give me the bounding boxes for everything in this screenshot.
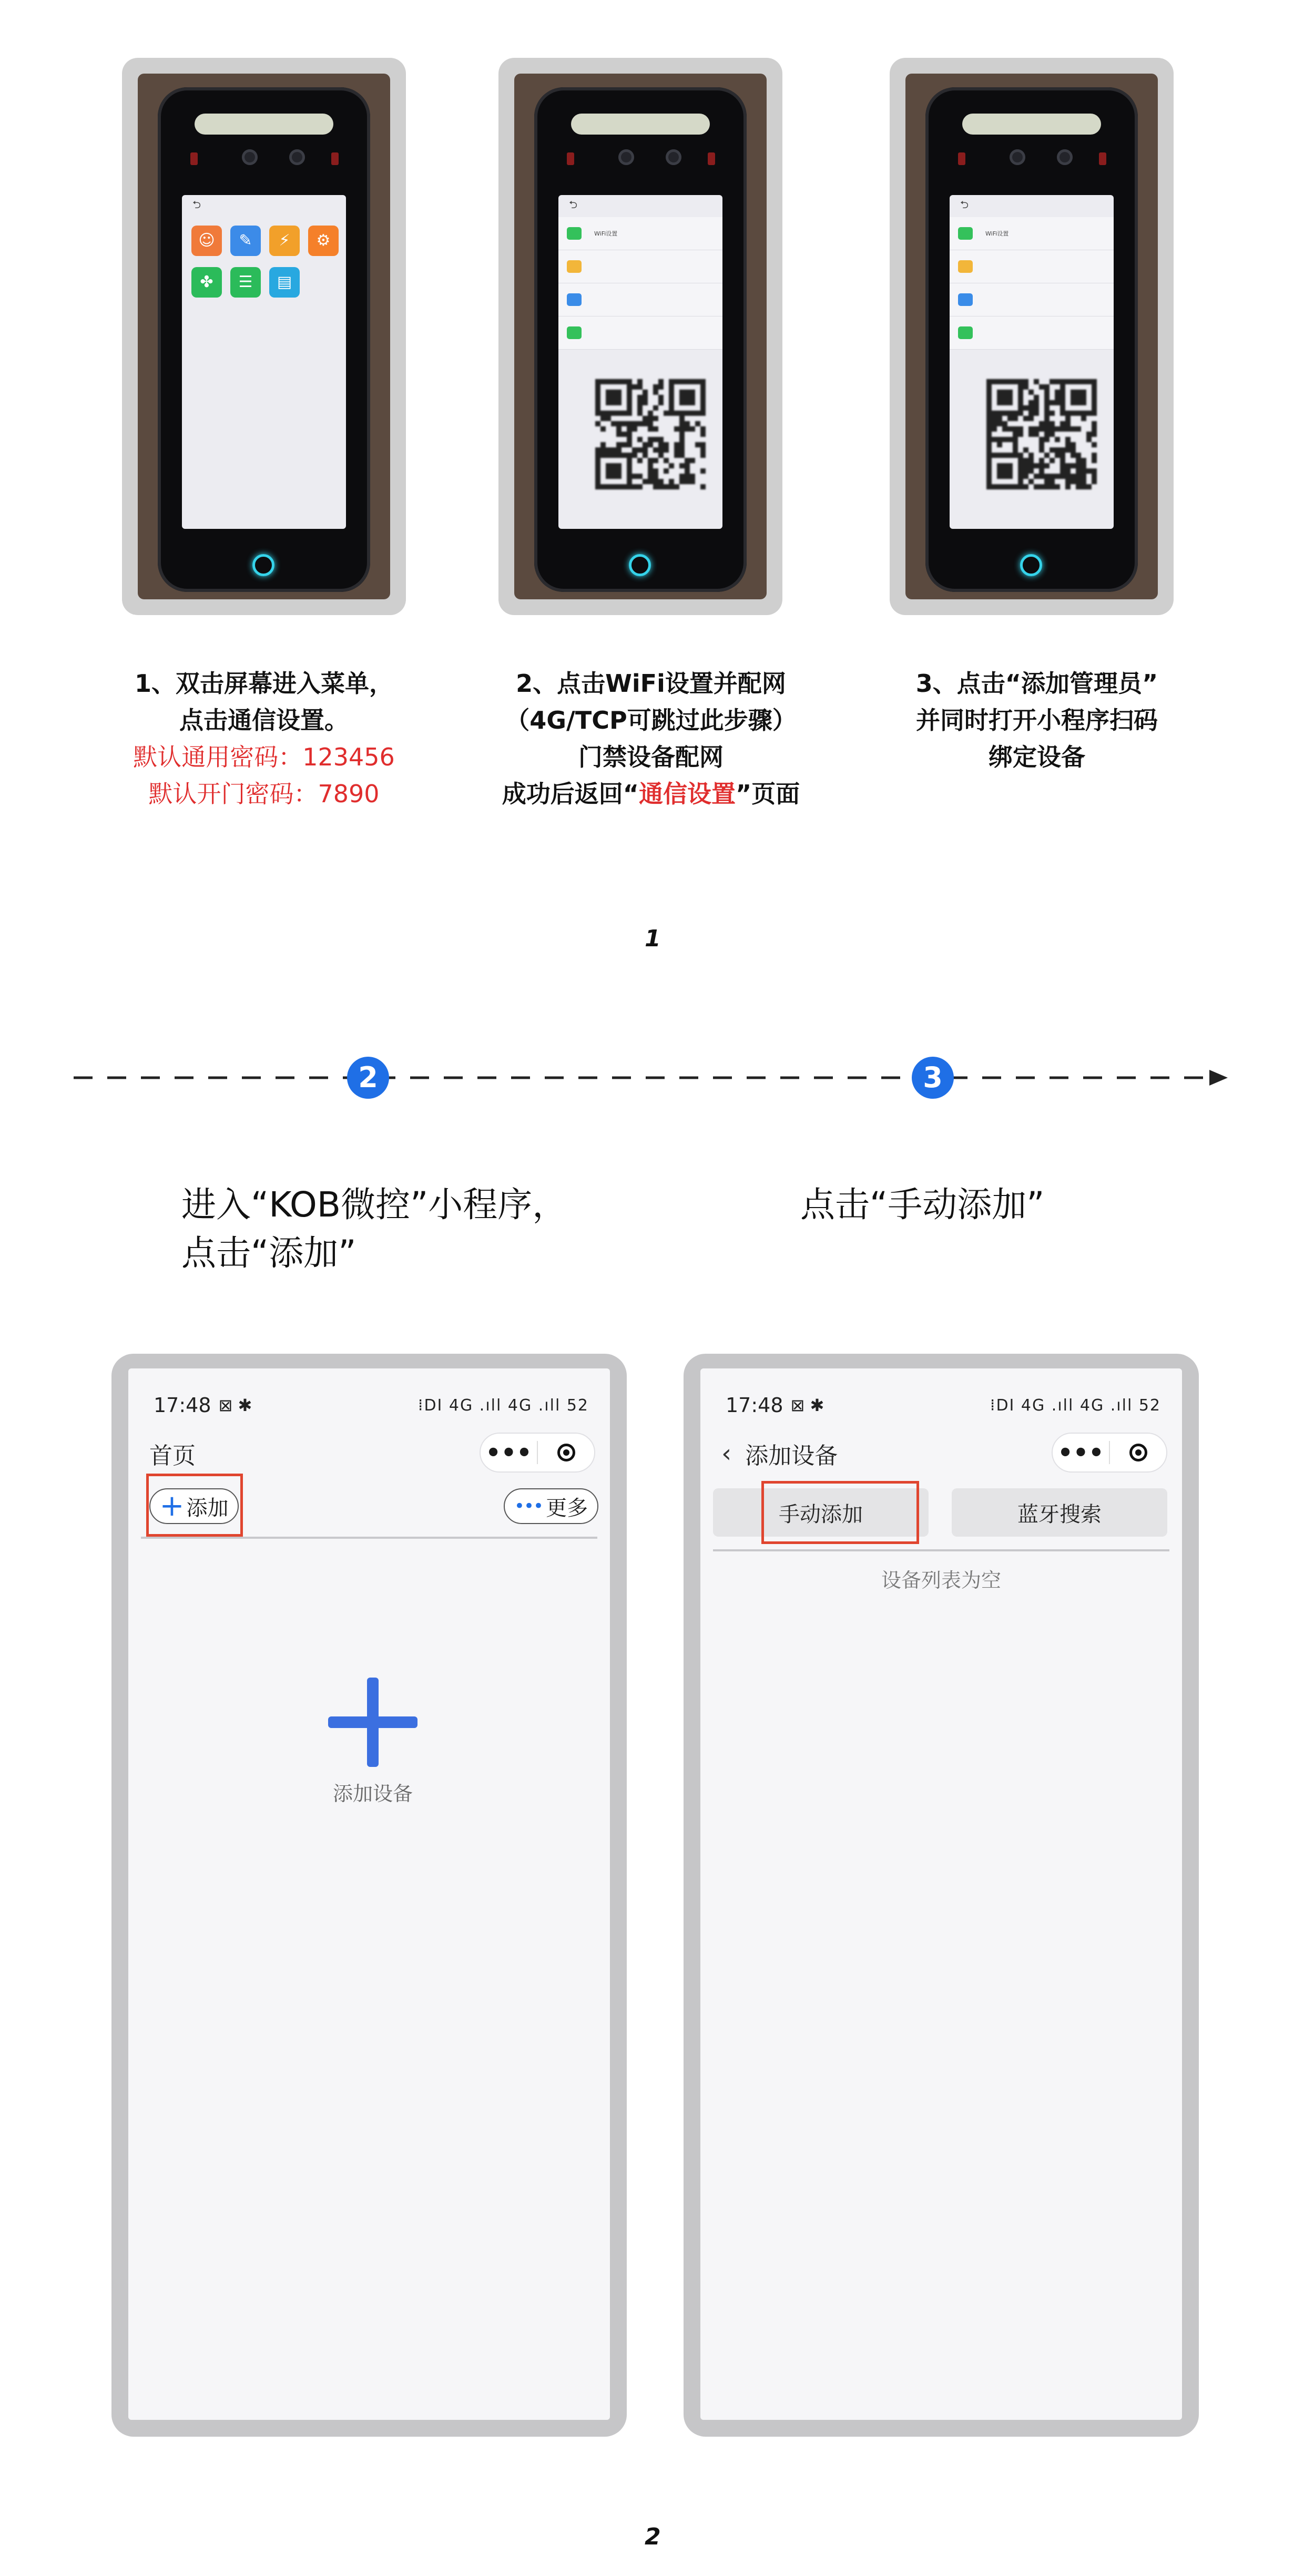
miniprogram-capsule[interactable]: [480, 1433, 595, 1473]
status-icons: ⊠ ✱: [218, 1395, 252, 1415]
device-setting-row[interactable]: [950, 316, 1114, 350]
divider: [713, 1549, 1169, 1551]
device-app-2[interactable]: [269, 226, 300, 259]
dots-icon: •••: [514, 1496, 543, 1517]
device-app-4[interactable]: [191, 267, 222, 300]
usb-icon: ⚡: [269, 226, 300, 256]
home-button-icon: [629, 554, 651, 576]
sliders-icon: ☰: [230, 267, 261, 298]
instruction-left: 进入“KOB微控”小程序， 点击“添加”: [181, 1184, 567, 1273]
puzzle-icon: ✤: [191, 267, 222, 298]
tab-manual-add[interactable]: 手动添加: [713, 1488, 929, 1537]
step-badge-2: 2: [347, 1057, 389, 1099]
step-badge-3: 3: [912, 1057, 954, 1099]
add-device-label[interactable]: 添加设备: [332, 1782, 413, 1805]
status-bar: 17:48 ⊠ ✱ ⁞DI 4G .ıll 4G .ıll 52: [154, 1394, 589, 1417]
add-button[interactable]: + 添加: [149, 1488, 239, 1524]
device-menu-screen: [182, 195, 346, 529]
access-control-device: [534, 87, 747, 592]
phone-screenshot-home: [111, 1354, 627, 2437]
highlight-box: [761, 1481, 919, 1544]
device-setting-row[interactable]: [558, 283, 722, 316]
step2-caption: 2、点击WiFi设置并配网 （4G/TCP可跳过此步骤） 门禁设备配网 成功后返回“通信设置”页面: [502, 669, 800, 808]
bind-icon: [567, 326, 582, 339]
highlight-box: [146, 1474, 243, 1537]
phone-screenshot-add-device: [684, 1354, 1199, 2437]
page-number: 2: [645, 2523, 661, 2550]
device-comm-settings-screen: [950, 195, 1114, 529]
instruction-right: 点击“手动添加”: [800, 1184, 1045, 1225]
device-setting-row[interactable]: [950, 250, 1114, 283]
step1-device-photo: [122, 58, 406, 615]
step2-device-photo: [498, 58, 782, 615]
status-bar: 17:48 ⊠ ✱ ⁞DI 4G .ıll 4G .ıll 52: [726, 1394, 1161, 1417]
gear-icon: ⚙: [308, 226, 339, 256]
page-title: 首页: [149, 1443, 196, 1469]
access-control-device: [925, 87, 1138, 592]
network-icon: [958, 293, 973, 306]
device-setting-row[interactable]: [558, 250, 722, 283]
step3-caption: 3、点击“添加管理员” 并同时打开小程序扫码 绑定设备: [915, 669, 1158, 771]
wifi-icon: [567, 227, 582, 240]
bind-icon: [958, 326, 973, 339]
home-button-icon: [1020, 554, 1042, 576]
tab-bluetooth-search[interactable]: 蓝牙搜索: [952, 1488, 1167, 1537]
device-app-3[interactable]: [308, 226, 339, 259]
add-device-plus-icon[interactable]: [328, 1678, 417, 1767]
device-setting-row[interactable]: [558, 316, 722, 350]
network-icon: [567, 293, 582, 306]
qr-code-icon: [595, 379, 706, 489]
device-setting-label: WiFi设置: [985, 230, 1009, 237]
message-icon: ▤: [269, 267, 300, 298]
device-app-1[interactable]: [230, 226, 261, 259]
step3-device-photo: [890, 58, 1174, 615]
page-number: 1: [645, 925, 661, 952]
status-icons: ⊠ ✱: [790, 1395, 824, 1415]
empty-list-text: 设备列表为空: [881, 1569, 1001, 1592]
plus-icon: +: [159, 1489, 185, 1523]
page-title: 添加设备: [745, 1443, 838, 1469]
miniprogram-capsule[interactable]: [1052, 1433, 1167, 1473]
timeline-arrow: [74, 1057, 1230, 1099]
step1-caption: 1、双击屏幕进入菜单， 点击通信设置。 默认通用密码：123456 默认开门密码：7890: [133, 669, 395, 808]
more-options-icon[interactable]: •••: [485, 1438, 532, 1467]
close-miniprogram-icon[interactable]: [538, 1444, 594, 1461]
back-icon: ⮌: [192, 198, 201, 211]
back-chevron-icon[interactable]: ‹: [721, 1439, 732, 1468]
divider: [141, 1537, 597, 1539]
comm-settings-icon: ✎: [230, 226, 261, 256]
home-button-icon: [252, 554, 274, 576]
access-control-device: [158, 87, 370, 592]
device-app-5[interactable]: [230, 267, 261, 300]
more-button[interactable]: ••• 更多: [504, 1488, 598, 1524]
close-miniprogram-icon[interactable]: [1110, 1444, 1166, 1461]
device-setting-label: WiFi设置: [594, 230, 618, 237]
device-setting-row[interactable]: [950, 283, 1114, 316]
back-icon: ⮌: [960, 198, 969, 211]
user-manage-icon: ☺: [191, 226, 222, 256]
qr-code-icon: [986, 379, 1097, 489]
device-app-6[interactable]: [269, 267, 300, 300]
more-options-icon[interactable]: •••: [1057, 1438, 1104, 1467]
device-app-0[interactable]: [191, 226, 222, 259]
device-comm-settings-screen: [558, 195, 722, 529]
device-setting-row[interactable]: [558, 217, 722, 250]
add-admin-icon: [958, 260, 973, 273]
back-icon: ⮌: [569, 198, 578, 211]
add-admin-icon: [567, 260, 582, 273]
device-setting-row[interactable]: [950, 217, 1114, 250]
wifi-icon: [958, 227, 973, 240]
